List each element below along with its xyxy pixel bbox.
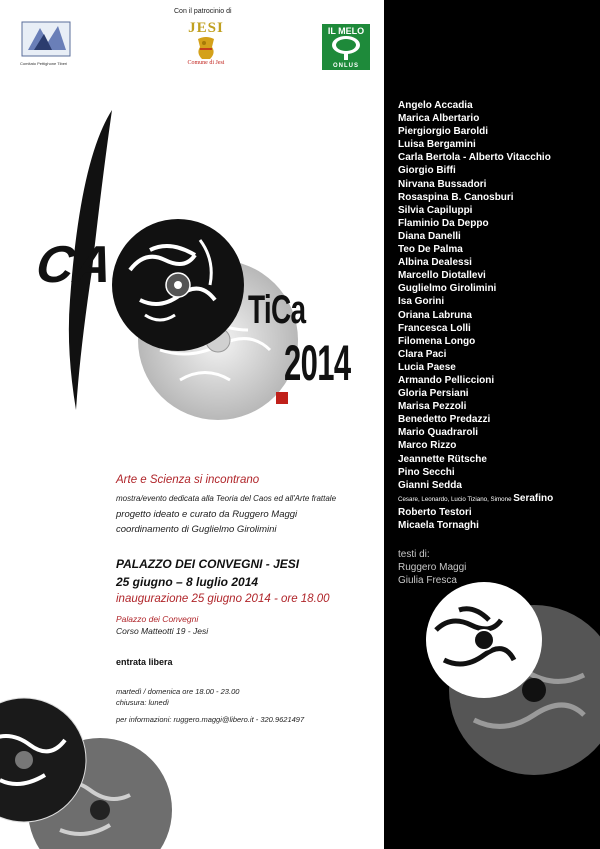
artist-name: Roberto Testori bbox=[398, 506, 472, 518]
lion-crest-icon bbox=[188, 35, 224, 61]
committee-logo-icon bbox=[18, 20, 74, 60]
il-melo-logo-sub: ONLUS bbox=[333, 63, 359, 69]
texts-credits bbox=[398, 548, 466, 587]
bottom-left-discs bbox=[0, 690, 160, 849]
artist-group-surname: Serafino bbox=[513, 492, 554, 504]
artist-name: Guglielmo Girolimini bbox=[398, 283, 497, 295]
admission-label: entrata libera bbox=[116, 657, 173, 667]
texts-label: testi di: bbox=[398, 549, 430, 560]
venue-address: Corso Matteotti 19 - Jesi bbox=[116, 626, 209, 636]
venue-opening: inaugurazione 25 giugno 2014 - ore 18.00 bbox=[116, 593, 330, 605]
title-ca: CA bbox=[32, 236, 116, 294]
hours-line-2: chiusura: lunedì bbox=[116, 698, 169, 707]
artist-name: Diana Danelli bbox=[398, 230, 461, 242]
artist-name: Pino Secchi bbox=[398, 466, 455, 478]
title-red-square bbox=[276, 392, 288, 404]
artist-name: Nirvana Bussadori bbox=[398, 178, 487, 190]
title-tica: TiCa bbox=[248, 288, 306, 332]
artist-name: Micaela Tornaghi bbox=[398, 520, 479, 531]
contact-info: per informazioni: ruggero.maggi@libero.it - 320.9621497 bbox=[116, 715, 305, 724]
il-melo-logo-name: IL MELO bbox=[327, 26, 365, 36]
headline: Arte e Scienza si incontrano bbox=[116, 474, 260, 486]
committee-logo-caption: Comitato Pettighone Tiberi bbox=[20, 61, 68, 66]
artist-list bbox=[398, 99, 598, 532]
jesi-logo-name: JESI bbox=[188, 20, 224, 36]
texts-author: Ruggero Maggi bbox=[398, 562, 467, 573]
artist-name: Benedetto Predazzi bbox=[398, 414, 491, 426]
artist-name: Angelo Accadia bbox=[398, 100, 473, 111]
artist-name: Mario Quadraroli bbox=[398, 427, 479, 439]
right-panel-discs bbox=[414, 580, 600, 849]
artist-group-prefix: Cesare, Leonardo, Lucio Tiziano, Simone bbox=[398, 495, 512, 503]
artist-name: Silvia Capiluppi bbox=[398, 204, 473, 216]
patronage-label: Con il patrocinio di bbox=[174, 8, 232, 15]
committee-logo bbox=[18, 20, 74, 66]
description-line-1: mostra/evento dedicata alla Teoria del Caos ed all'Arte frattale bbox=[116, 494, 337, 503]
artist-name: Lucia Paese bbox=[398, 361, 456, 373]
venue-place: Palazzo dei Convegni bbox=[116, 614, 199, 624]
artist-name: Giorgio Biffi bbox=[398, 165, 456, 177]
artist-name: Jeannette Rütsche bbox=[398, 453, 487, 465]
artist-name: Teo De Palma bbox=[398, 244, 463, 256]
artist-name: Francesca Lolli bbox=[398, 322, 471, 334]
artist-name: Oriana Labruna bbox=[398, 309, 472, 321]
artist-name: Piergiorgio Baroldi bbox=[398, 126, 489, 138]
artist-name: Gianni Sedda bbox=[398, 479, 462, 491]
jesi-logo bbox=[188, 20, 224, 70]
artist-name: Filomena Longo bbox=[398, 335, 476, 347]
artist-name: Clara Paci bbox=[398, 348, 447, 360]
artist-name: Armando Pelliccioni bbox=[398, 374, 495, 386]
artist-name: Rosaspina B. Canosburi bbox=[398, 191, 514, 203]
tree-icon bbox=[322, 35, 370, 61]
venue-dates: 25 giugno – 8 luglio 2014 bbox=[116, 575, 259, 589]
artist-name: Isa Gorini bbox=[398, 296, 445, 308]
description-line-2: progetto ideato e curato da Ruggero Maggi bbox=[116, 509, 298, 520]
description-line-3: coordinamento di Guglielmo Girolimini bbox=[116, 524, 277, 535]
artist-name: Luisa Bergamini bbox=[398, 139, 476, 151]
artist-name: Gloria Persiani bbox=[398, 388, 469, 400]
jesi-logo-caption: Comune di Jesi bbox=[187, 60, 225, 66]
artist-name: Flaminio Da Deppo bbox=[398, 217, 489, 229]
artist-name: Marica Albertario bbox=[398, 113, 480, 125]
artist-name: Marisa Pezzoli bbox=[398, 401, 467, 413]
artist-name: Albina Dealessi bbox=[398, 257, 472, 269]
artist-name: Marcello Diotallevi bbox=[398, 270, 486, 282]
hours-line-1: martedì / domenica ore 18.00 - 23.00 bbox=[116, 687, 240, 696]
venue-name: PALAZZO DEI CONVEGNI - JESI bbox=[116, 557, 300, 571]
title-year: 2014 bbox=[284, 335, 351, 391]
artist-name: Marco Rizzo bbox=[398, 440, 457, 452]
texts-author: Giulia Fresca bbox=[398, 575, 457, 586]
artist-name: Carla Bertola - Alberto Vitacchio bbox=[398, 152, 551, 164]
il-melo-logo bbox=[322, 24, 370, 70]
artist-group bbox=[398, 492, 598, 506]
